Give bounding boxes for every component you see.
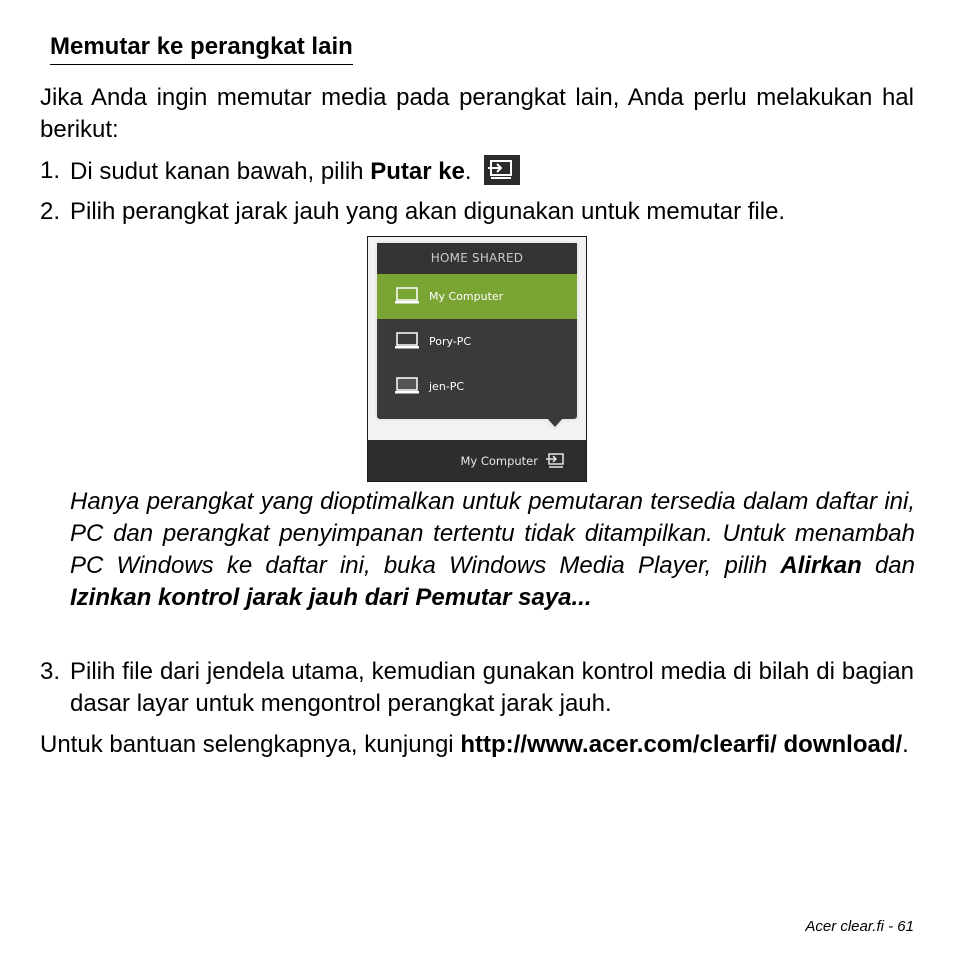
note-text: Hanya perangkat yang dioptimalkan untuk pemutaran tersedia dalam daftar ini, PC dan perangkat penyimpanan tertentu tidak ditampilkan. Untuk menambah PC Windows ke daftar ini, buka Windows Media Player, pilih [70,488,915,579]
note-bold-izinkan: Izinkan kontrol jarak jauh dari Pemutar saya... [70,584,592,611]
device-popup [375,241,579,421]
device-label: Pory-PC [429,335,472,348]
play-to-icon [484,155,520,185]
help-text: Untuk bantuan selengkapnya, kunjungi [40,731,461,758]
step-1 [40,155,914,188]
step-text: Pilih perangkat jarak jauh yang akan digunakan untuk memutar file. [70,198,786,225]
device-item-jen-pc[interactable] [377,364,577,409]
help-suffix: . [902,731,909,758]
section-heading: Memutar ke perangkat lain [50,31,353,65]
play-to-bar [368,440,586,481]
help-paragraph [40,729,914,761]
page-footer: Acer clear.fi - 61 [805,918,914,935]
play-to-icon[interactable] [544,452,566,470]
device-label: jen-PC [429,380,465,393]
intro-paragraph: Jika Anda ingin memutar media pada perangkat lain, Anda perlu melakukan hal berikut: [40,84,914,143]
step-2 [40,196,914,228]
step-3 [40,656,914,720]
device-label: My Computer [429,290,504,303]
step-bold: Putar ke [370,158,465,185]
laptop-icon [395,332,419,350]
step-suffix: . [464,158,472,185]
step-text: Di sudut kanan bawah, pilih [70,158,371,185]
help-link[interactable]: http://www.acer.com/clearfi/ download/ [460,731,903,758]
play-to-screenshot [367,236,587,482]
popup-header: HOME SHARED [377,243,577,274]
step-number: 1. [40,157,61,184]
laptop-icon [395,377,419,395]
device-item-pory-pc[interactable] [377,319,577,364]
laptop-icon [395,287,419,305]
device-item-my-computer[interactable] [377,274,577,319]
step-number: 3. [40,658,61,685]
popup-pointer-inner [546,417,564,427]
step-number: 2. [40,198,61,225]
note-paragraph [70,486,915,614]
current-device-label[interactable]: My Computer [460,454,538,468]
step-text: Pilih file dari jendela utama, kemudian gunakan kontrol media di bilah di bagian dasar layar untuk mengontrol perangkat jarak jauh. [70,658,914,717]
note-bold-alirkan: Alirkan [780,552,862,579]
note-text: dan [861,552,915,579]
